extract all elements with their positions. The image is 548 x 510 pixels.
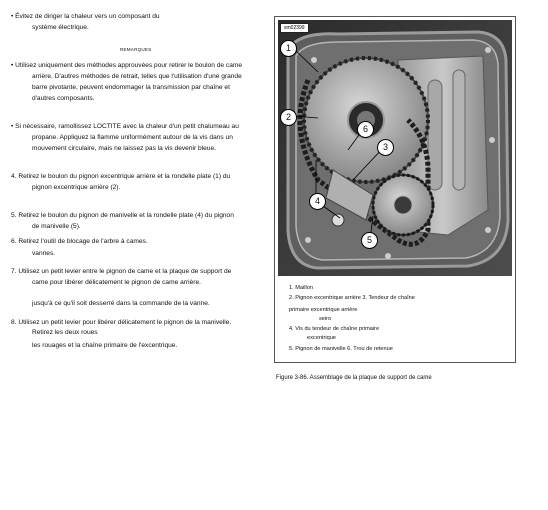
- image-id-label: sm02399: [280, 23, 309, 33]
- engine-illustration: [278, 20, 512, 276]
- callout-4: 4: [309, 193, 326, 210]
- legend-item-2-cont: primaire excentrique arrière: [289, 307, 358, 313]
- step-8-line3: les rouages et la chaîne primaire de l'excentrique.: [32, 342, 178, 349]
- legend-item-1: 1. Maillon: [289, 285, 313, 291]
- legend-item-3-cont: seiro: [319, 316, 332, 322]
- bullet-loctite-line1: • Si nécessaire, ramollissez LOCTITE avec la chaleur d'un petit chalumeau au: [11, 123, 239, 130]
- step-6-line2: vannes.: [32, 250, 56, 257]
- step-6-line1: 6. Retirez l'outil de blocage de l'arbre à cames.: [11, 238, 148, 245]
- bullet-methods-line2: arrière. D'autres méthodes de retrait, telles que l'utilisation d'une grande: [32, 73, 242, 80]
- step-4-line2: pignon excentrique arrière (2).: [32, 184, 121, 191]
- bullet-heat-line2: système électrique.: [32, 24, 89, 31]
- bullet-methods-line1: • Utilisez uniquement des méthodes approuvées pour retirer le boulon de came: [11, 62, 243, 69]
- figure-caption: Figure 3-86. Assemblage de la plaque de support de came: [276, 375, 432, 381]
- step-8-line2: Retirez les deux roues: [32, 329, 98, 336]
- cam-support-plate-photo: [278, 20, 512, 276]
- step-7-line3: jusqu'à ce qu'il soit desserré dans la commande de la vanne.: [32, 300, 210, 307]
- legend-item-4: 4. Vis du tendeur de chaîne primaire: [289, 326, 380, 332]
- callout-2: 2: [280, 109, 297, 126]
- bullet-loctite-line3: mouvement circulaire, mais ne laissez pas la vis devenir bleue.: [32, 145, 216, 152]
- bullet-heat-line1: • Évitez de diriger la chaleur vers un composant du: [11, 13, 160, 20]
- callout-5: 5: [361, 232, 378, 249]
- bullet-loctite-line2: propane. Appliquez la flamme uniformément autour de la vis dans un: [32, 134, 233, 141]
- legend-item-5-6: 5. Pignon de manivelle 6. Trou de retenue: [289, 346, 393, 352]
- callout-6: 6: [357, 121, 374, 138]
- step-4-line1: 4. Retirez le boulon du pignon excentrique arrière et la rondelle plate (1) du: [11, 173, 231, 180]
- legend-item-4-cont: excentrique: [307, 335, 336, 341]
- step-5-line2: de manivelle (5).: [32, 223, 81, 230]
- legend-item-2-3: 2. Pignon excentrique arrière 3. Tendeur de chaîne: [289, 295, 415, 301]
- callout-1: 1: [280, 40, 297, 57]
- remarques-heading: REMARQUES: [120, 47, 152, 52]
- bullet-methods-line4: d'autres composants.: [32, 95, 95, 102]
- step-8-line1: 8. Utilisez un petit levier pour libérer délicatement le pignon de la manivelle.: [11, 319, 232, 326]
- bullet-methods-line3: barre pivotante, peuvent endommager la transmission par chaîne et: [32, 84, 230, 91]
- step-7-line1: 7. Utilisez un petit levier entre le pignon de came et la plaque de support de: [11, 268, 232, 275]
- callout-3: 3: [377, 139, 394, 156]
- step-7-line2: came pour libérer délicatement le pignon de came arrière.: [32, 279, 201, 286]
- step-5-line1: 5. Retirez le boulon du pignon de manivelle et la rondelle plate (4) du pignon: [11, 212, 234, 219]
